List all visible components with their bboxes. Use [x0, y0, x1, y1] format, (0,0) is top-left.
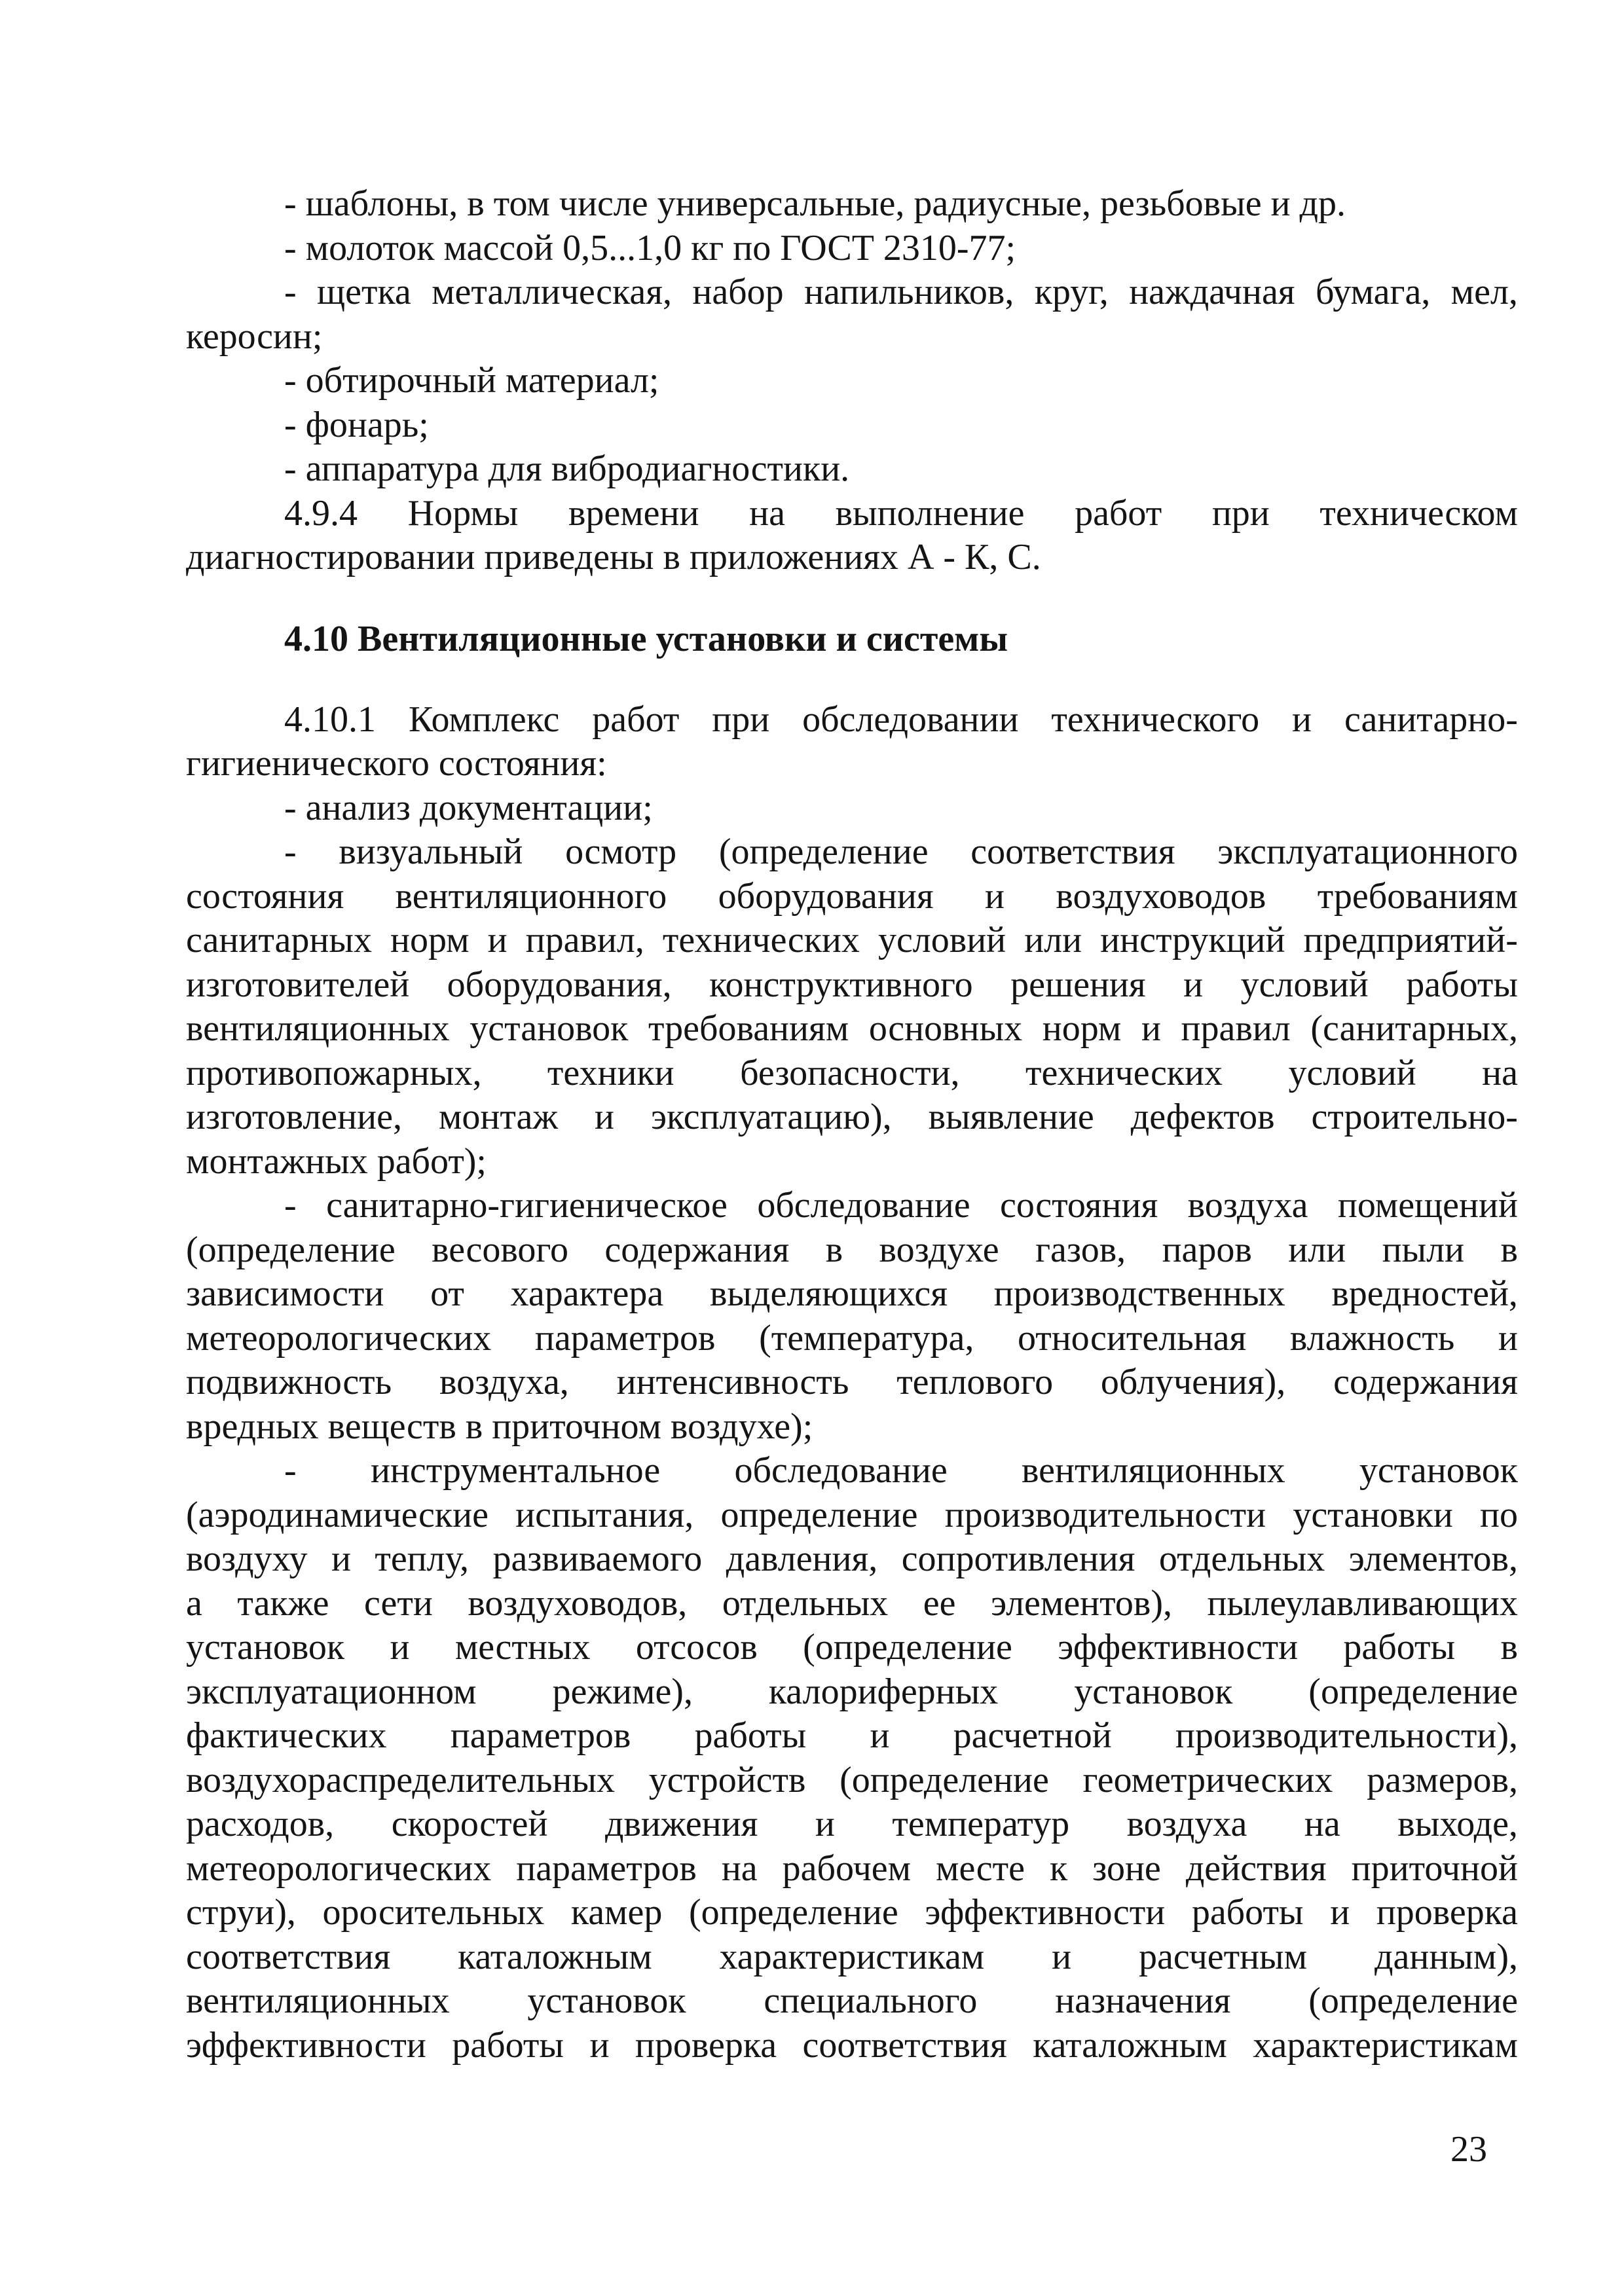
word: (определение	[186, 1229, 396, 1270]
word: правил,	[525, 920, 644, 960]
word: мел,	[1450, 272, 1518, 312]
word: (санитарных,	[1310, 1008, 1518, 1049]
word: при	[712, 699, 770, 740]
word: паров	[1162, 1229, 1252, 1270]
word: оборудования,	[447, 964, 672, 1005]
word: ее	[923, 1582, 956, 1624]
word: изготовителей	[186, 964, 410, 1005]
word: месте	[936, 1848, 1025, 1889]
word: эффективности	[186, 2024, 426, 2066]
word: температур	[892, 1804, 1070, 1844]
word: геометрических	[1082, 1759, 1333, 1800]
word: работы	[1343, 1627, 1456, 1667]
word: движения	[604, 1804, 758, 1844]
word: выявление	[928, 1097, 1094, 1137]
word: противопожарных,	[186, 1052, 482, 1093]
word: камер	[570, 1892, 663, 1933]
word: -	[284, 831, 297, 872]
word: метеорологических	[186, 1848, 492, 1889]
word: санитарно-гигиеническое	[326, 1185, 728, 1226]
word: расходов,	[186, 1804, 335, 1844]
word: -	[284, 1450, 297, 1491]
word: проверка	[635, 2024, 777, 2066]
word: вредностей,	[1331, 1273, 1518, 1314]
paragraph-line	[186, 919, 1518, 963]
word: санитарно-	[1344, 699, 1518, 740]
word: работы	[1406, 964, 1518, 1005]
word: выделяющихся	[709, 1273, 948, 1314]
paragraph-line	[186, 1626, 1518, 1670]
word: металлическая,	[432, 272, 672, 312]
paragraph-line	[186, 1051, 1518, 1096]
word: помещений	[1337, 1185, 1518, 1226]
word: инструкций	[1100, 920, 1285, 960]
word: параметров	[534, 1317, 716, 1358]
word: эксплуатационного	[1217, 831, 1518, 872]
word: обследовании	[802, 699, 1019, 740]
word: санитарных	[186, 920, 372, 960]
word: набор	[692, 272, 784, 312]
word: основных	[868, 1008, 1023, 1049]
word: на	[1482, 1052, 1518, 1093]
list-item: - шаблоны, в том числе универсальные, радиусные, резьбовые и др.	[284, 183, 1346, 224]
word: вентиляционных	[186, 1980, 450, 2021]
word: состояния	[1000, 1185, 1158, 1226]
paragraph-line	[186, 1228, 1518, 1273]
word: соответствия	[970, 831, 1175, 872]
word: монтаж	[438, 1097, 559, 1137]
word: техники	[547, 1052, 674, 1093]
word: и	[487, 920, 507, 960]
word: (определение	[840, 1759, 1049, 1800]
word: определение	[720, 1494, 918, 1535]
word: местных	[454, 1627, 591, 1667]
word: по	[1479, 1494, 1518, 1535]
word: и	[390, 1627, 410, 1667]
word: характеристикам	[719, 1936, 985, 1977]
word: зоне	[1092, 1848, 1161, 1889]
word: норм	[390, 920, 470, 960]
word: воздуховодов	[1056, 875, 1266, 917]
word: безопасности,	[740, 1052, 960, 1093]
word: (определение	[1308, 1671, 1518, 1712]
word: воздуху	[186, 1539, 308, 1579]
word: воздухе	[879, 1229, 999, 1270]
word: отдельных	[722, 1582, 889, 1624]
word: напильников,	[804, 272, 1014, 312]
word: производственных	[993, 1273, 1285, 1314]
word: норм	[1042, 1008, 1122, 1049]
word: специального	[764, 1980, 978, 2021]
word: установок	[186, 1627, 345, 1667]
paragraph-line	[186, 2024, 1518, 2068]
paragraph-line	[186, 1935, 1518, 1980]
list-item: - аппаратура для вибродиагностики.	[284, 448, 850, 489]
word: и	[1330, 1892, 1350, 1933]
word: режиме),	[552, 1671, 693, 1712]
word: обследование	[734, 1450, 948, 1491]
word: работы	[1191, 1892, 1304, 1933]
word: зависимости	[186, 1273, 384, 1314]
word: влажность	[1289, 1317, 1455, 1358]
paragraph-4-9-4-continuation: диагностировании приведены в приложениях А - К, С.	[186, 537, 1041, 577]
list-item: - обтирочный материал;	[284, 360, 659, 401]
word: также	[237, 1582, 329, 1624]
word: требованиям	[648, 1008, 849, 1049]
word: условий	[877, 920, 1006, 960]
word: и	[331, 1539, 351, 1579]
paragraph-line	[186, 1582, 1518, 1626]
word: установки	[1293, 1494, 1453, 1535]
word: назначения	[1055, 1980, 1231, 2021]
word: каталожным	[458, 1936, 652, 1977]
word: установок	[1359, 1450, 1518, 1491]
word: (определение	[803, 1627, 1012, 1667]
word: относительная	[1017, 1317, 1247, 1358]
word: размеров,	[1367, 1759, 1518, 1800]
word: а	[186, 1582, 202, 1624]
word: -	[284, 272, 297, 312]
paragraph-line	[186, 1095, 1518, 1140]
paragraph-line	[186, 1891, 1518, 1935]
word: 4.9.4	[284, 492, 358, 534]
word: отсосов	[635, 1627, 758, 1667]
word: производительности	[944, 1494, 1266, 1535]
word: при	[1211, 492, 1270, 534]
word: развиваемого	[492, 1539, 703, 1579]
word: метеорологических	[186, 1317, 492, 1358]
word: рабочем	[782, 1848, 912, 1889]
paragraph-line	[186, 1847, 1518, 1891]
paragraph-line	[186, 1272, 1518, 1317]
word: отдельных	[1158, 1539, 1325, 1579]
word: и	[589, 2024, 610, 2066]
word: или	[1288, 1229, 1346, 1270]
paragraph-line	[186, 1493, 1518, 1538]
word: и	[870, 1715, 890, 1756]
list-item: - молоток массой 0,5...1,0 кг по ГОСТ 2310-77;	[284, 227, 1016, 268]
paragraph-line: гигиенического состояния:	[186, 743, 607, 784]
word: строительно-	[1311, 1097, 1518, 1137]
word: содержания	[1333, 1362, 1518, 1402]
word: калориферных	[768, 1671, 999, 1712]
word: установок	[527, 1980, 686, 2021]
word: условий	[1240, 964, 1369, 1005]
paragraph-line: монтажных работ);	[186, 1140, 487, 1182]
word: воздуха,	[439, 1362, 569, 1402]
word: и	[815, 1804, 835, 1844]
page-body	[186, 182, 1518, 2068]
word: теплового	[896, 1362, 1054, 1402]
word: изготовление,	[186, 1097, 402, 1137]
word: действия	[1185, 1848, 1327, 1889]
section-heading: 4.10 Вентиляционные установки и системы	[284, 618, 1008, 659]
word: и	[1052, 1936, 1072, 1977]
word: технических	[662, 920, 860, 960]
word: оборудования	[718, 875, 934, 917]
word: техническом	[1320, 492, 1518, 534]
word: к	[1049, 1848, 1068, 1889]
word: и	[1292, 699, 1312, 740]
word: эксплуатационном	[186, 1671, 477, 1712]
word: работы	[452, 2024, 564, 2066]
word: круг,	[1034, 272, 1109, 312]
word: или	[1024, 920, 1082, 960]
word: условий	[1288, 1052, 1416, 1093]
paragraph-line	[186, 875, 1518, 919]
word: содержания	[604, 1229, 790, 1270]
word: расчетной	[953, 1715, 1112, 1756]
word: каталожным	[1033, 2024, 1227, 2066]
word: характера	[510, 1273, 664, 1314]
word: вентиляционных	[186, 1008, 450, 1049]
word: оросительных	[322, 1892, 545, 1933]
list-item: - анализ документации;	[284, 787, 653, 828]
word: и	[1183, 964, 1204, 1005]
word: весового	[432, 1229, 568, 1270]
word: воздуха	[1126, 1804, 1247, 1844]
word: работ	[592, 699, 680, 740]
word: данным),	[1375, 1936, 1518, 1977]
word: и	[1141, 1008, 1161, 1049]
word: испытания,	[515, 1494, 694, 1535]
word: в	[1500, 1627, 1518, 1667]
word: наждачная	[1129, 272, 1295, 312]
word: -	[284, 1185, 297, 1226]
word: установок	[1074, 1671, 1233, 1712]
word: характеристикам	[1253, 2024, 1518, 2066]
paragraph-line: вредных веществ в приточном воздухе);	[186, 1406, 813, 1447]
word: и	[985, 875, 1005, 917]
word: технического	[1051, 699, 1260, 740]
word: (аэродинамические	[186, 1494, 489, 1535]
word: предприятий-	[1303, 920, 1518, 960]
word: приточной	[1351, 1848, 1518, 1889]
word: расчетным	[1138, 1936, 1308, 1977]
word: газов,	[1035, 1229, 1126, 1270]
word: и	[1498, 1317, 1518, 1358]
paragraph-line	[186, 1979, 1518, 2024]
word: эксплуатацию),	[650, 1097, 892, 1137]
word: воздуха	[1187, 1185, 1308, 1226]
word: облучения),	[1100, 1362, 1286, 1402]
list-item	[186, 270, 1518, 315]
word: на	[749, 492, 785, 534]
word: работы	[694, 1715, 807, 1756]
word: воздухораспределительных	[186, 1759, 615, 1800]
word: параметров	[450, 1715, 631, 1756]
word: вентиляционных	[1022, 1450, 1285, 1491]
word: от	[430, 1273, 464, 1314]
word: в	[825, 1229, 843, 1270]
word: щетка	[317, 272, 411, 312]
word: элементов),	[991, 1582, 1172, 1624]
paragraph-4-9-4	[186, 492, 1518, 536]
word: фактических	[186, 1715, 387, 1756]
word: Нормы	[407, 492, 519, 534]
word: подвижность	[186, 1362, 392, 1402]
word: в	[1500, 1229, 1518, 1270]
paragraph-line	[186, 1007, 1518, 1051]
word: состояния	[186, 875, 344, 917]
word: элементов,	[1348, 1539, 1518, 1579]
word: интенсивность	[616, 1362, 849, 1402]
word: эффективности	[1058, 1627, 1299, 1667]
word: 4.10.1	[284, 699, 376, 740]
word: требованиям	[1317, 875, 1518, 917]
word: осмотр	[565, 831, 677, 872]
word: пыли	[1382, 1229, 1465, 1270]
word: проверка	[1376, 1892, 1518, 1933]
word: соответствия	[186, 1936, 391, 1977]
word: конструктивного	[709, 964, 973, 1005]
word: выходе,	[1397, 1804, 1518, 1844]
word: Комплекс	[408, 699, 560, 740]
list-item	[186, 1449, 1518, 1493]
word: теплу,	[375, 1539, 470, 1579]
word: работ	[1075, 492, 1162, 534]
word: эффективности	[925, 1892, 1166, 1933]
word: визуальный	[339, 831, 523, 872]
word: производительности),	[1175, 1715, 1518, 1756]
word: установок	[470, 1008, 629, 1049]
word: на	[721, 1848, 758, 1889]
word: выполнение	[835, 492, 1025, 534]
word: сопротивления	[901, 1539, 1135, 1579]
paragraph-line	[186, 1802, 1518, 1847]
paragraph-line	[186, 1758, 1518, 1803]
word: давления,	[726, 1539, 878, 1579]
paragraph-4-10-1	[186, 698, 1518, 742]
list-item-continuation: керосин;	[186, 316, 323, 357]
word: (определение	[689, 1892, 898, 1933]
list-item: - фонарь;	[284, 404, 429, 445]
paragraph-line	[186, 1670, 1518, 1715]
word: времени	[568, 492, 699, 534]
word: параметров	[516, 1848, 697, 1889]
paragraph-line	[186, 963, 1518, 1008]
word: (определение	[1308, 1980, 1518, 2021]
word: обследование	[757, 1185, 970, 1226]
word: решения	[1010, 964, 1146, 1005]
word: пылеулавливающих	[1207, 1582, 1518, 1624]
word: скоростей	[391, 1804, 548, 1844]
paragraph-line	[186, 1714, 1518, 1758]
word: (температура,	[759, 1317, 974, 1358]
list-item	[186, 1184, 1518, 1228]
paragraph-line	[186, 1537, 1518, 1582]
word: соответствия	[802, 2024, 1007, 2066]
word: (определение	[718, 831, 929, 872]
word: сети	[363, 1582, 433, 1624]
word: вентиляционного	[395, 875, 667, 917]
word: устройств	[648, 1759, 806, 1800]
word: технических	[1025, 1052, 1223, 1093]
paragraph-line	[186, 1317, 1518, 1361]
list-item	[186, 830, 1518, 875]
word: воздуховодов,	[468, 1582, 688, 1624]
word: дефектов	[1130, 1097, 1275, 1137]
word: струи),	[186, 1892, 296, 1933]
word: и	[595, 1097, 614, 1137]
word: бумага,	[1315, 272, 1431, 312]
page-number: 23	[1450, 2129, 1487, 2170]
word: правил	[1181, 1008, 1291, 1049]
paragraph-line	[186, 1360, 1518, 1405]
word: инструментальное	[370, 1450, 661, 1491]
word: на	[1304, 1804, 1340, 1844]
